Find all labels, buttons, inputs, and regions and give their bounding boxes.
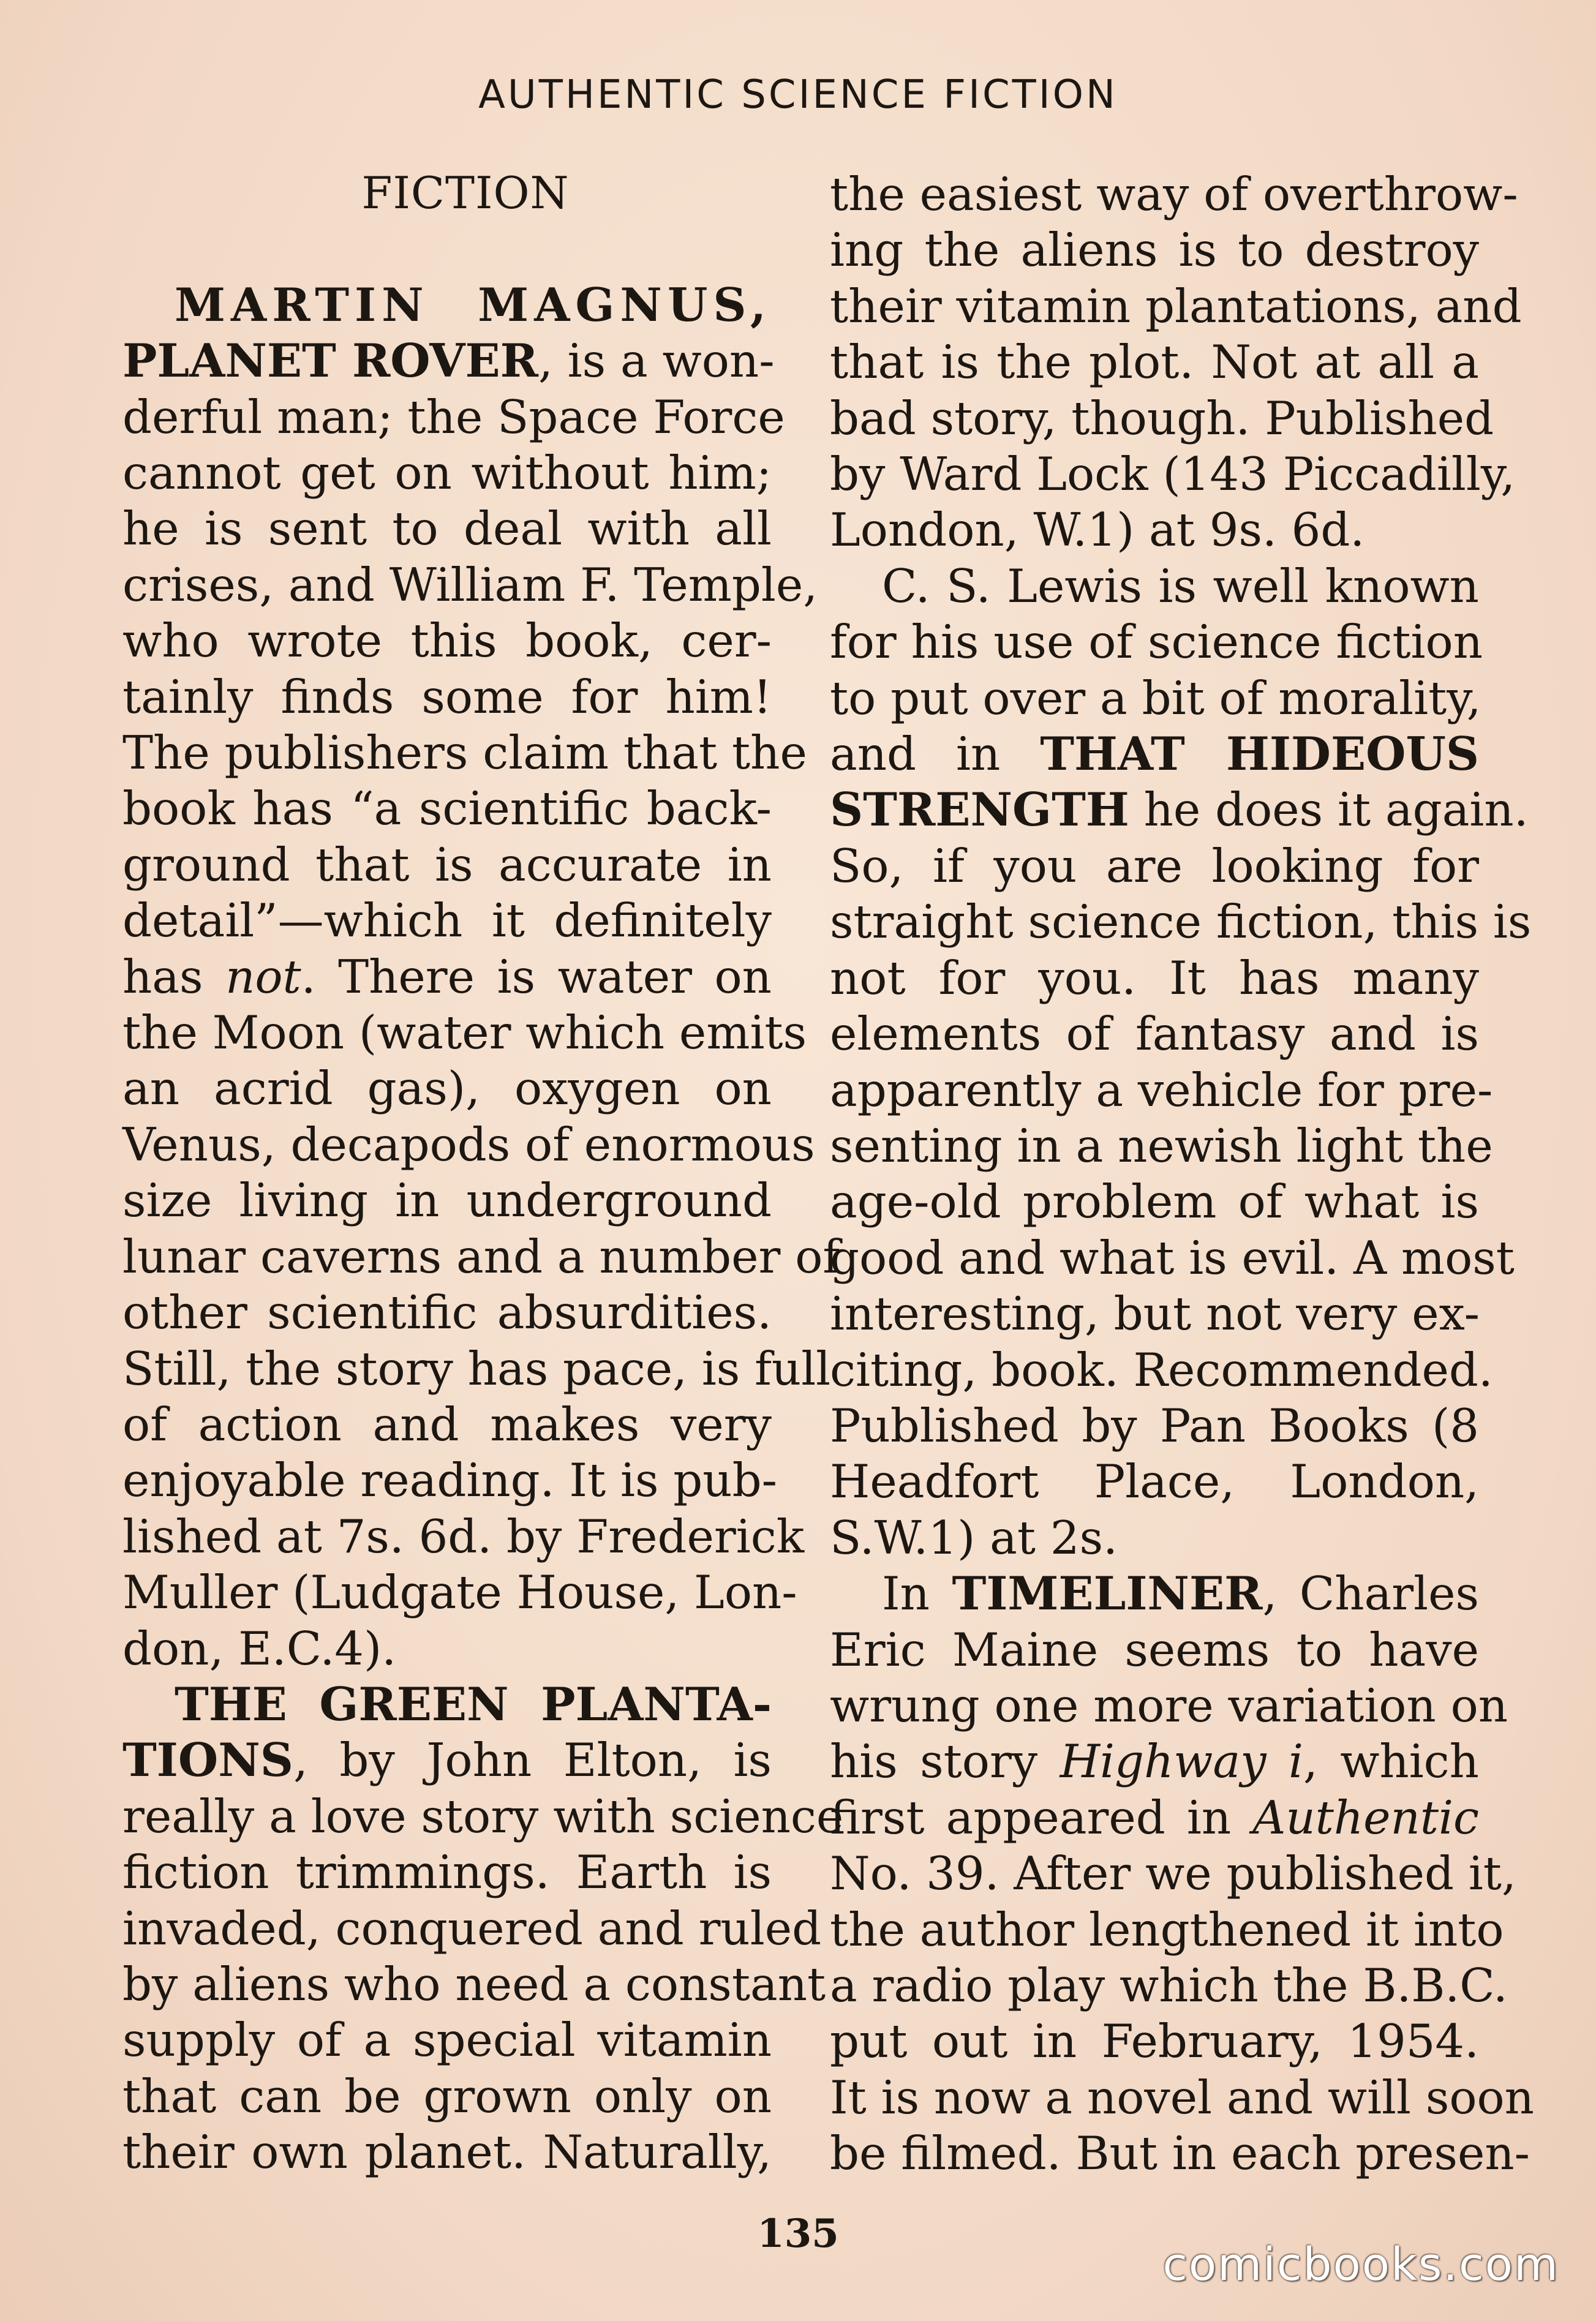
text-line: by aliens who need a constant xyxy=(122,1957,826,2011)
text-line: the easiest way of overthrow- xyxy=(830,167,1518,221)
text-line: derful man; the Space Force xyxy=(122,389,785,444)
text-line: he is sent to deal with all xyxy=(122,502,772,556)
page-number: 135 xyxy=(757,2211,839,2257)
text-line: Published by Pan Books (8 xyxy=(830,1398,1479,1453)
text-line: for his use of science fiction xyxy=(830,615,1483,669)
text-line: don, E.C.4). xyxy=(122,1621,397,1676)
text-line: Eric Maine seems to have xyxy=(830,1622,1479,1677)
text-line: an acrid gas), oxygen on xyxy=(122,1061,772,1116)
text-line: tainly finds some for him! xyxy=(122,669,772,724)
text-line: has not. There is water on xyxy=(122,949,772,1004)
text-line: first appeared in Authentic xyxy=(830,1790,1479,1845)
text-line: citing, book. Recommended. xyxy=(830,1342,1493,1397)
text-line: interesting, but not very ex- xyxy=(830,1287,1480,1341)
book-title: THE GREEN PLANTA- xyxy=(175,1677,772,1731)
text-line: lunar caverns and a number of xyxy=(122,1229,840,1284)
text-line: Muller (Ludgate House, Lon- xyxy=(122,1565,797,1620)
text-line: and in THAT HIDEOUS xyxy=(830,727,1480,781)
text-line: PLANET ROVER, is a won- xyxy=(122,334,775,388)
text-line: bad story, though. Published xyxy=(830,391,1494,445)
text-line: Venus, decapods of enormous xyxy=(122,1117,815,1172)
text-line: It is now a novel and will soon xyxy=(830,2070,1534,2124)
text-line: good and what is evil. A most xyxy=(830,1230,1515,1285)
text-line: ing the aliens is to destroy xyxy=(830,223,1479,277)
text-line: of action and makes very xyxy=(122,1397,772,1451)
text-line: cannot get on without him; xyxy=(122,446,772,500)
text-line: senting in a newish light the xyxy=(830,1118,1493,1173)
text-line: other scientific absurdities. xyxy=(122,1285,772,1340)
text-line: their vitamin plantations, and xyxy=(830,279,1522,333)
text-line: supply of a special vitamin xyxy=(122,2013,772,2067)
book-title: PLANET ROVER xyxy=(122,334,538,388)
text-line: London, W.1) at 9s. 6d. xyxy=(830,503,1365,557)
emphasis: Highway i xyxy=(1060,1734,1303,1789)
book-title: TIMELINER xyxy=(952,1567,1263,1621)
text-line: ground that is accurate in xyxy=(122,837,772,892)
text-line: STRENGTH he does it again. xyxy=(830,783,1529,837)
text-line: a radio play which the B.B.C. xyxy=(830,1958,1508,2012)
text-line: who wrote this book, cer- xyxy=(122,614,772,668)
text-line: their own planet. Naturally, xyxy=(122,2125,772,2180)
text-line: TIONS, by John Elton, is xyxy=(122,1733,772,1788)
left-column xyxy=(122,165,844,2181)
text-line: wrung one more variation on xyxy=(830,1678,1508,1732)
section-heading: FICTION xyxy=(361,167,570,219)
running-head: AUTHENTIC SCIENCE FICTION xyxy=(478,72,1118,118)
text-line: So, if you are looking for xyxy=(830,838,1479,893)
text-line xyxy=(122,1677,772,1732)
text-line: Still, the story has pace, is full xyxy=(122,1341,831,1396)
watermark: comicbooks.com xyxy=(1162,2238,1559,2291)
book-title: STRENGTH xyxy=(830,783,1129,837)
text-line: put out in February, 1954. xyxy=(830,2014,1479,2069)
text-line: straight science fiction, this is xyxy=(830,895,1532,949)
text-line: the Moon (water which emits xyxy=(122,1006,807,1060)
text-line: fiction trimmings. Earth is xyxy=(122,1845,772,1900)
text-line: really a love story with science xyxy=(122,1789,844,1843)
text-line: The publishers claim that the xyxy=(122,726,807,780)
text-line: that is the plot. Not at all a xyxy=(830,335,1479,389)
text-line: No. 39. After we published it, xyxy=(830,1846,1516,1901)
text-line: by Ward Lock (143 Piccadilly, xyxy=(830,447,1516,502)
emphasis: not xyxy=(225,949,301,1004)
right-column xyxy=(830,167,1534,2182)
text-line: invaded, conquered and ruled xyxy=(122,1901,822,1955)
text-line: C. S. Lewis is well known xyxy=(882,559,1479,613)
text-line: size living in underground xyxy=(122,1173,772,1228)
text-line: that can be grown only on xyxy=(122,2069,772,2123)
text-line: S.W.1) at 2s. xyxy=(830,1510,1118,1565)
text-line: apparently a vehicle for pre- xyxy=(830,1063,1493,1117)
emphasis: Authentic xyxy=(1252,1790,1479,1845)
text-line: to put over a bit of morality, xyxy=(830,671,1481,725)
text-line: crises, and William F. Temple, xyxy=(122,557,818,612)
text-line: the author lengthened it into xyxy=(830,1902,1504,1957)
text-line: age-old problem of what is xyxy=(830,1175,1479,1229)
text-line: Headfort Place, London, xyxy=(830,1454,1479,1509)
spacer xyxy=(122,221,772,277)
text-line xyxy=(122,277,772,333)
text-line: his story Highway i, which xyxy=(830,1734,1479,1789)
text-line: lished at 7s. 6d. by Frederick xyxy=(122,1509,805,1563)
book-title: MARTIN MAGNUS, xyxy=(175,277,772,332)
book-title: TIONS xyxy=(122,1733,293,1788)
book-title: THAT HIDEOUS xyxy=(1040,727,1480,781)
text-line: detail”—which it definitely xyxy=(122,893,772,948)
text-line: not for you. It has many xyxy=(830,950,1479,1005)
text-line: In TIMELINER, Charles xyxy=(882,1567,1479,1621)
text-line: enjoyable reading. It is pub- xyxy=(122,1453,777,1508)
text-line: be filmed. But in each presen- xyxy=(830,2126,1530,2181)
text-line: elements of fantasy and is xyxy=(830,1007,1479,1061)
text-line: book has “a scientific back- xyxy=(122,781,772,836)
